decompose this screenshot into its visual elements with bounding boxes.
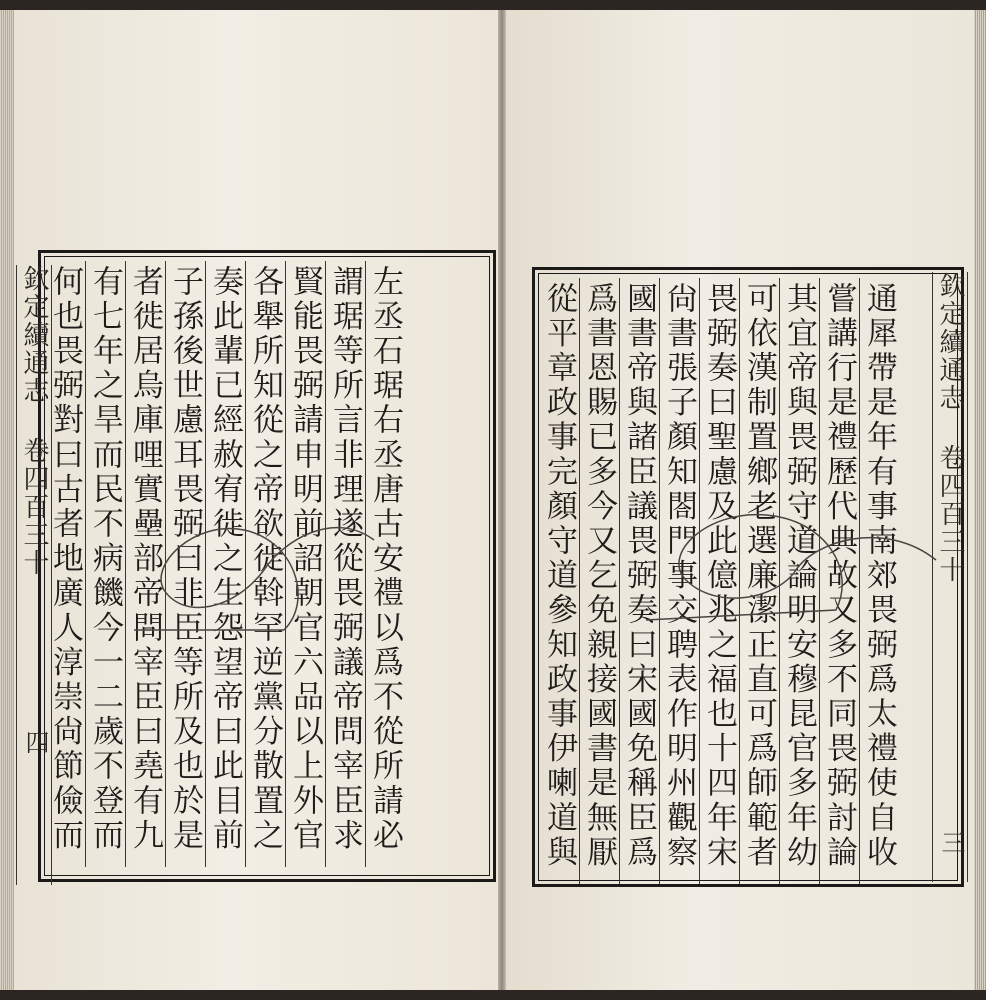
book-gutter	[498, 10, 506, 990]
margin-volume: 卷四百三十	[935, 444, 965, 584]
text-column: 通犀帶是年有事南郊畏弼爲太禮使自收	[859, 278, 899, 884]
text-column: 畏弼奏曰聖慮及此億兆之福也十四年宋	[699, 278, 739, 884]
left-folio-number: 四	[21, 730, 49, 754]
text-column: 尙書張子顏知閤門事交聘表作明州觀察	[659, 278, 699, 884]
margin-title: 欽定續通志	[935, 272, 965, 412]
right-text-frame	[532, 267, 964, 887]
page-edges-right	[972, 10, 986, 990]
margin-volume: 卷四百三十	[19, 437, 49, 577]
text-column: 何也畏弼對曰古者地廣人淳崇尙節儉而	[47, 265, 83, 854]
text-column: 嘗講行是禮歷代典故又多不同畏弼討論	[819, 278, 859, 884]
right-folio-number: 三	[937, 830, 965, 854]
text-column: 其宜帝與畏弼守道論明安穆昆官多年幼	[779, 278, 819, 884]
text-column: 奏此輩已經赦宥徙之生怨望帝曰此目前	[205, 261, 245, 867]
text-column: 國書帝與諸臣議畏弼奏曰宋國免稱臣爲	[619, 278, 659, 884]
right-margin-title	[932, 272, 968, 882]
left-text-columns	[45, 261, 405, 867]
text-column: 賢能畏弼請申明前詔朝官六品以上外官	[285, 261, 325, 867]
text-column: 子孫後世慮耳畏弼曰非臣等所及也於是	[165, 261, 205, 867]
text-column: 各舉所知從之帝欲徙斡罕逆黨分散置之	[245, 261, 285, 867]
left-text-frame	[38, 250, 496, 882]
text-column: 有七年之旱而民不病饑今一二歲不登而	[85, 261, 125, 867]
left-margin-title	[16, 265, 52, 885]
text-column: 左丞石琚右丞唐古安禮以爲不從所請必	[365, 261, 405, 867]
text-column: 謂琚等所言非理遂從畏弼議帝問宰臣求	[325, 261, 365, 867]
left-page	[14, 10, 498, 990]
right-text-columns	[539, 278, 899, 884]
text-column: 可依漢制置鄉老選廉潔正直可爲師範者	[739, 278, 779, 884]
text-column: 者徙居烏庫哩實壘部帝問宰臣曰堯有九	[125, 261, 165, 867]
text-column: 從平章政事完顏守道參知政事伊喇道與	[541, 282, 577, 871]
right-page	[506, 10, 974, 990]
margin-title: 欽定續通志	[19, 265, 49, 405]
text-column: 爲書恩賜已多今又乞免親接國書是無厭	[579, 278, 619, 884]
